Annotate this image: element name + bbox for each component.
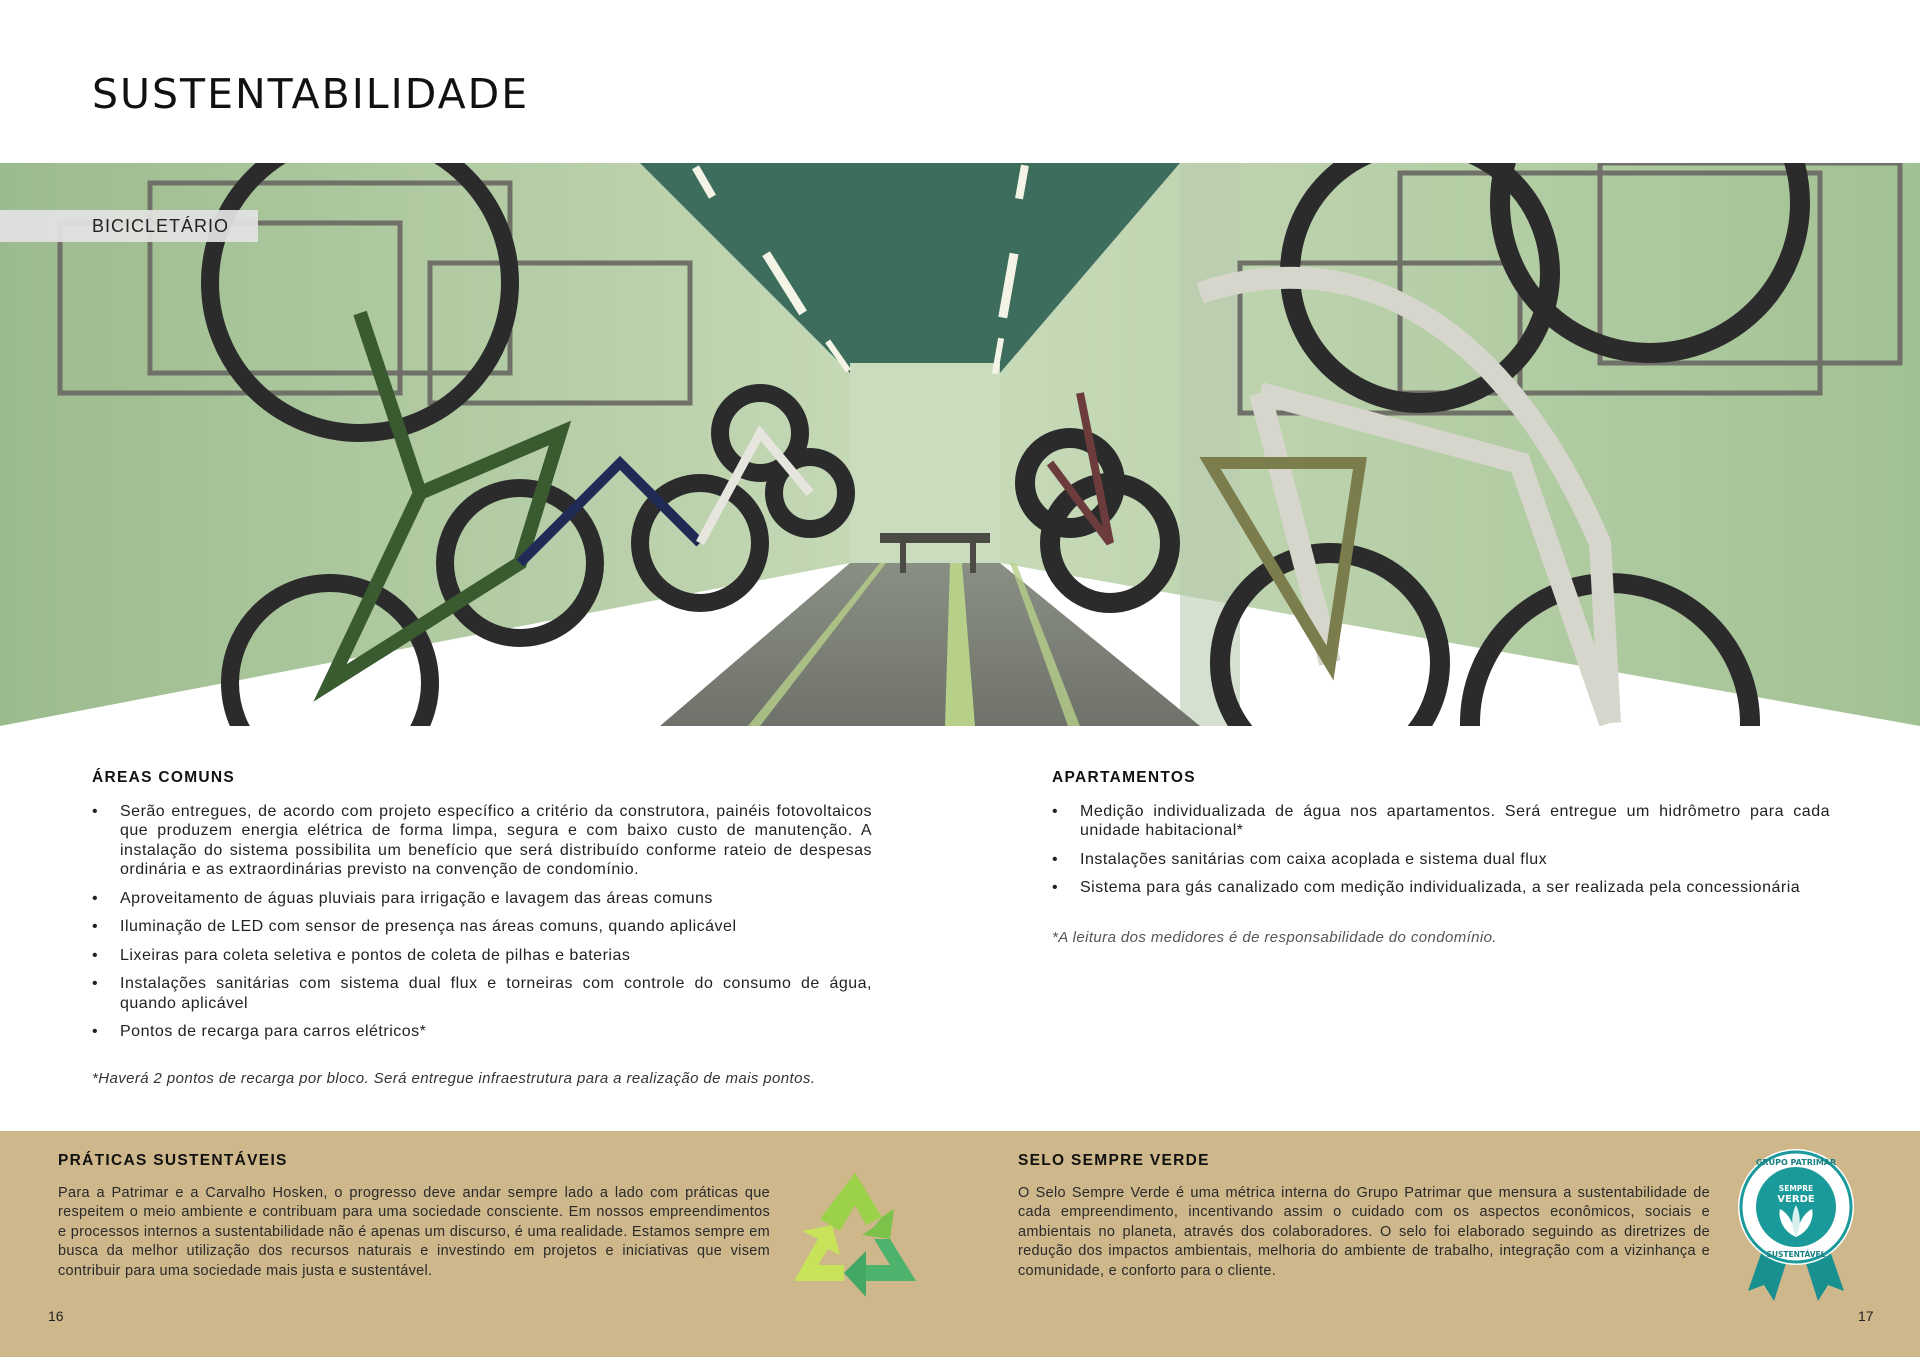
page-number-left: 16 (48, 1308, 64, 1324)
bike-room-illustration (0, 163, 1920, 726)
list-item: • Iluminação de LED com sensor de presença nas áreas comuns, quando aplicável (92, 917, 872, 937)
praticas-heading: PRÁTICAS SUSTENTÁVEIS (58, 1152, 288, 1169)
list-item: • Lixeiras para coleta seletiva e pontos de coleta de pilhas e baterias (92, 946, 872, 966)
list-item: • Aproveitamento de águas pluviais para irrigação e lavagem das áreas comuns (92, 889, 872, 909)
apartamentos-note: *A leitura dos medidores é de responsabilidade do condomínio. (1052, 928, 1497, 946)
list-item: • Sistema para gás canalizado com medição individualizada, a ser realizada pela concessionária (1052, 878, 1830, 898)
list-item: • Pontos de recarga para carros elétricos* (92, 1022, 872, 1042)
sempre-verde-seal (1734, 1145, 1858, 1305)
hero-label: BICICLETÁRIO (0, 210, 258, 242)
areas-comuns-section (92, 768, 872, 1088)
praticas-text: Para a Patrimar e a Carvalho Hosken, o progresso deve andar sempre lado a lado com práticas que respeitem o meio ambiente e contribuam para uma sociedade consciente. Em nossos empreendimentos e processos internos a sustentabilidade não é apenas um discurso, é uma realidade. Estamos sempre em busca da melhor utilização dos recursos naturais e investindo em projetos e iniciativas que visem contribuir para uma sociedade mais justa e sustentável. (58, 1184, 770, 1279)
selo-heading: SELO SEMPRE VERDE (1018, 1152, 1210, 1169)
list-item: • Instalações sanitárias com caixa acoplada e sistema dual flux (1052, 850, 1830, 870)
apartamentos-section (1052, 768, 1830, 947)
list-item: • Medição individualizada de água nos apartamentos. Será entregue um hidrômetro para cada unidade habitacional* (1052, 802, 1830, 841)
apartamentos-list (1052, 802, 1830, 898)
selo-text: O Selo Sempre Verde é uma métrica interna do Grupo Patrimar que mensura a sustentabilidade de cada empreendimento, incentivando assim o cuidado com os aspectos econômicos, sociais e ambientais no planeta, através dos colaboradores. O selo foi elaborado seguindo as diretrizes de redução dos impactos ambientais, melhoria do ambiente de trabalho, integração com a vizinhança e comunidade, e conforto para o cliente. (1018, 1184, 1710, 1279)
list-item: • Serão entregues, de acordo com projeto específico a critério da construtora, painéis fotovoltaicos que produzem energia elétrica de forma limpa, segura e com baixo custo de manutenção. A instalação do sistema possibilita um benefício que será distribuído conforme rateio de despesas ordinária e as extraordinárias previsto na convenção de condomínio. (92, 802, 872, 880)
areas-comuns-note: *Haverá 2 pontos de recarga por bloco. Será entregue infraestrutura para a realização de mais pontos. (92, 1069, 816, 1087)
page-number-right: 17 (1858, 1308, 1874, 1324)
footer-band (0, 1131, 1920, 1357)
seal-bottom-text: SUSTENTÁVEL (1766, 1250, 1826, 1259)
hero-image (0, 163, 1920, 726)
page-title: SUSTENTABILIDADE (92, 70, 530, 118)
selo-section (1018, 1151, 1710, 1282)
seal-line1: SEMPRE (1778, 1184, 1814, 1193)
seal-line2: VERDE (1777, 1194, 1815, 1205)
areas-comuns-list (92, 802, 872, 1042)
areas-comuns-heading: ÁREAS COMUNS (92, 769, 236, 786)
praticas-section (58, 1151, 770, 1282)
apartamentos-heading: APARTAMENTOS (1052, 769, 1196, 786)
recycle-icon (790, 1169, 920, 1297)
seal-top-text: GRUPO PATRIMAR (1755, 1158, 1837, 1167)
list-item: • Instalações sanitárias com sistema dual flux e torneiras com controle do consumo de água, quando aplicável (92, 974, 872, 1013)
